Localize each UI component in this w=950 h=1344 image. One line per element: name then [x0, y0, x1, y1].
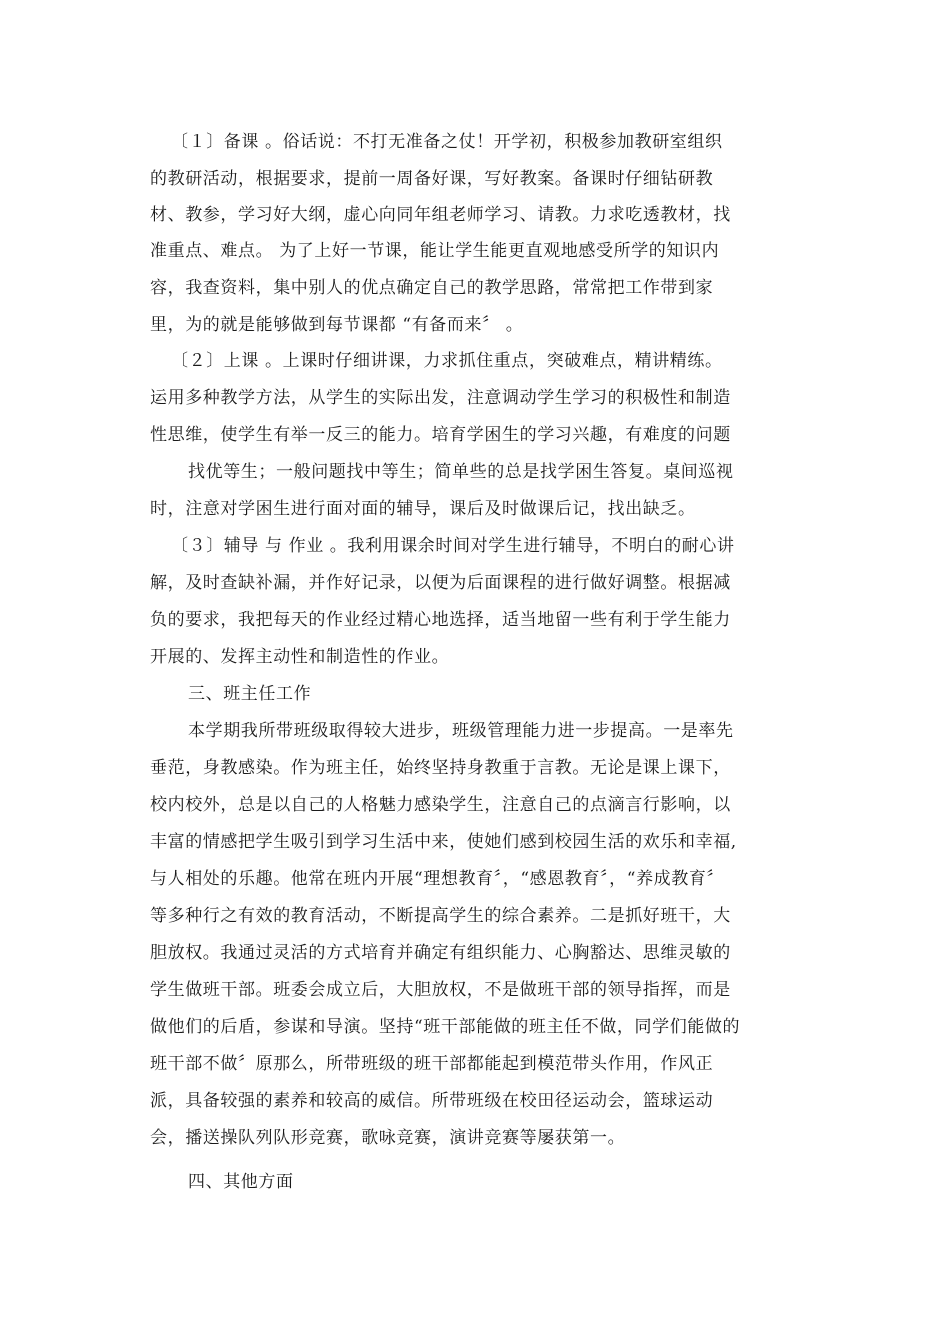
section-heading-four: 四、其他方面	[188, 1172, 294, 1192]
paragraph-ban-zhu-ren-line-1: 本学期我所带班级取得较大进步，班级管理能力进一步提高。一是率先	[188, 721, 734, 741]
paragraph-shang-ke-line-1: 〔２〕上课 。上课时仔细讲课，力求抓住重点，突破难点，精讲精练。	[171, 351, 723, 371]
paragraph-ban-zhu-ren-line-12: 会，播送操队列队形竞赛，歌咏竞赛，演讲竞赛等屡获第一。	[150, 1128, 626, 1148]
paragraph-shang-ke-line-5: 时，注意对学困生进行面对面的辅导，课后及时做课后记，找出缺乏。	[150, 499, 696, 519]
paragraph-shang-ke-line-2: 运用多种教学方法，从学生的实际出发，注意调动学生学习的积极性和制造	[150, 388, 731, 408]
paragraph-fu-dao-line-4: 开展的、发挥主动性和制造性的作业。	[150, 647, 450, 667]
paragraph-ban-zhu-ren-line-6: 等多种行之有效的教育活动，不断提高学生的综合素养。二是抓好班干，大	[150, 906, 731, 926]
section-heading-three: 三、班主任工作	[188, 684, 312, 704]
paragraph-ban-zhu-ren-line-11: 派，具备较强的素养和较高的威信。所带班级在校田径运动会，篮球运动	[150, 1091, 714, 1111]
paragraph-fu-dao-line-2: 解，及时查缺补漏，并作好记录，以便为后面课程的进行做好调整。根据减	[150, 573, 731, 593]
paragraph-bei-ke-line-5: 容，我查资料，集中别人的优点确定自己的教学思路，常常把工作带到家	[150, 278, 714, 298]
paragraph-bei-ke-line-4: 准重点、难点。 为了上好一节课，能让学生能更直观地感受所学的知识内	[150, 241, 720, 261]
paragraph-ban-zhu-ren-line-2: 垂范，身教感染。作为班主任，始终坚持身教重于言教。无论是课上课下，	[150, 758, 731, 778]
paragraph-ban-zhu-ren-line-3: 校内校外，总是以自己的人格魅力感染学生，注意自己的点滴言行影响，以	[150, 795, 731, 815]
paragraph-ban-zhu-ren-line-8: 学生做班干部。班委会成立后，大胆放权，不是做班干部的领导指挥，而是	[150, 980, 731, 1000]
paragraph-fu-dao-line-3: 负的要求，我把每天的作业经过精心地选择，适当地留一些有利于学生能力	[150, 610, 731, 630]
paragraph-bei-ke-line-1: 〔１〕备课 。俗话说：不打无准备之仗！开学初，积极参加教研室组织	[171, 132, 723, 152]
paragraph-shang-ke-line-3: 性思维，使学生有举一反三的能力。培育学困生的学习兴趣，有难度的问题	[150, 425, 731, 445]
paragraph-bei-ke-line-6: 里，为的就是能够做到每节课都 “有备而来〞 。	[150, 315, 524, 335]
paragraph-fu-dao-line-1: 〔３〕辅导 与 作业 。我利用课余时间对学生进行辅导，不明白的耐心讲	[171, 536, 735, 556]
paragraph-bei-ke-line-2: 的教研活动，根据要求，提前一周备好课，写好教案。备课时仔细钻研教	[150, 169, 714, 189]
paragraph-ban-zhu-ren-line-10: 班干部不做〞原那么，所带班级的班干部都能起到模范带头作用，作风正	[150, 1054, 714, 1074]
paragraph-bei-ke-line-3: 材、教参，学习好大纲，虚心向同年组老师学习、请教。力求吃透教材，找	[150, 205, 731, 225]
paragraph-shang-ke-line-4: 找优等生；一般问题找中等生；简单些的总是找学困生答复。桌间巡视	[188, 462, 734, 482]
paragraph-ban-zhu-ren-line-7: 胆放权。我通过灵活的方式培育并确定有组织能力、心胸豁达、思维灵敏的	[150, 943, 731, 963]
paragraph-ban-zhu-ren-line-4: 丰富的情感把学生吸引到学习生活中来，使她们感到校园生活的欢乐和幸福,	[150, 832, 737, 852]
paragraph-ban-zhu-ren-line-9: 做他们的后盾，参谋和导演。坚持“班干部能做的班主任不做，同学们能做的	[150, 1017, 741, 1037]
paragraph-ban-zhu-ren-line-5: 与人相处的乐趣。他常在班内开展“理想教育〞，“感恩教育〞，“养成教育〞	[150, 869, 725, 889]
